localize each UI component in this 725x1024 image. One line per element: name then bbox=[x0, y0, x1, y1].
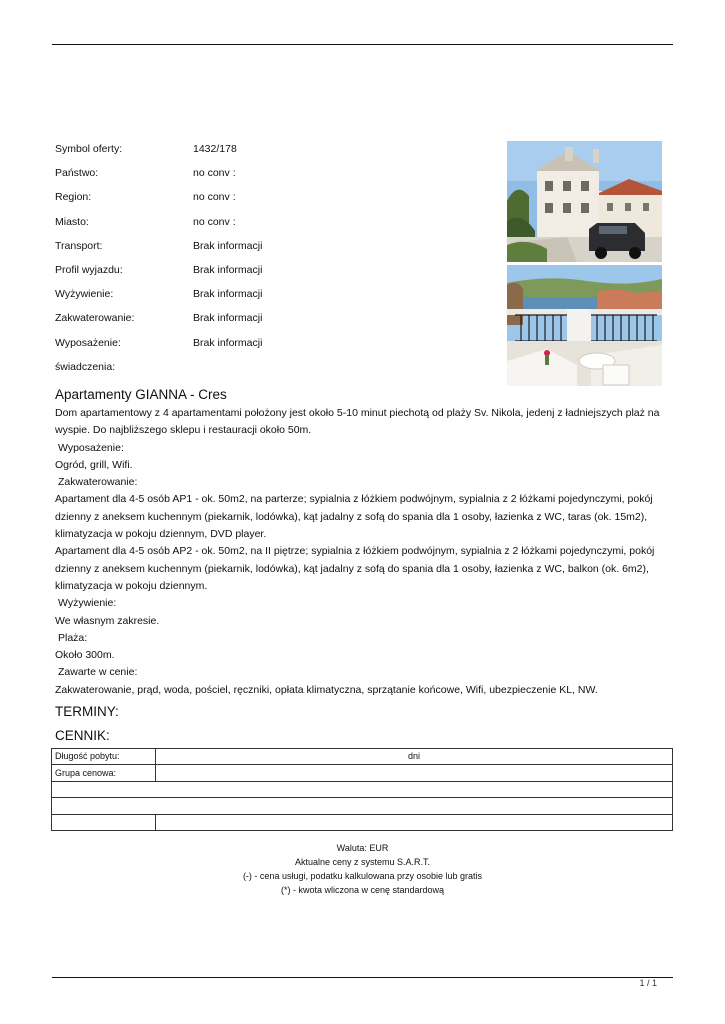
price-table bbox=[51, 748, 673, 831]
duration-label: Długość pobytu: bbox=[52, 749, 156, 765]
offer-value: Brak informacji bbox=[193, 288, 263, 301]
price-group-label: Grupa cenowa: bbox=[52, 765, 156, 781]
offer-value: 1432/178 bbox=[193, 143, 237, 155]
offer-row bbox=[55, 238, 495, 262]
ap2-text: Apartament dla 4-5 osób AP2 - ok. 50m2, na II piętrze; sypialnia z łóżkiem podwójnym, sypialnia z 2 łóżkami pojedynczymi, pokój dzienny z aneksem kuchennym (piekarnik, lodówka), kąt jadalny z sofą do spania dla 1 osoby, łazienka z WC, balkon (ok. 6m2), klimatyzacja w pokoju dziennym. bbox=[55, 545, 655, 592]
prices-source-note: Aktualne ceny z systemu S.A.R.T. bbox=[294, 857, 431, 867]
cennik-heading: CENNIK: bbox=[55, 728, 110, 743]
offer-row bbox=[55, 165, 495, 189]
included-amount-note: (*) - kwota wliczona w cenę standardową bbox=[280, 885, 445, 895]
table-row bbox=[52, 814, 673, 830]
offer-value: Brak informacji bbox=[193, 239, 263, 252]
footer-rule bbox=[52, 977, 673, 978]
included-text: Zakwaterowanie, prąd, woda, pościel, ręczniki, opłata klimatyczna, sprzątanie końcowe, Wifi, ubezpieczenie KL, NW. bbox=[55, 683, 598, 696]
offer-row bbox=[55, 189, 495, 213]
offer-title: Apartamenty GIANNA - Cres bbox=[55, 387, 227, 402]
offer-label: Zakwaterowanie: bbox=[55, 312, 135, 325]
empty-cell bbox=[52, 781, 673, 797]
duration-value: dni bbox=[156, 749, 673, 765]
offer-label: Wyposażenie: bbox=[55, 336, 121, 349]
offer-label: Miasto: bbox=[55, 215, 89, 228]
price-group-value bbox=[156, 765, 673, 781]
included-label: Zawarte w cenie: bbox=[58, 666, 138, 679]
header-rule bbox=[52, 44, 673, 45]
table-row bbox=[52, 781, 673, 797]
empty-cell bbox=[156, 814, 673, 830]
accommodation-label: Zakwaterowanie: bbox=[58, 476, 138, 489]
offer-description bbox=[55, 405, 675, 699]
offer-label: Profil wyjazdu: bbox=[55, 263, 123, 276]
balcony-photo bbox=[507, 265, 662, 386]
offer-label: Wyżywienie: bbox=[55, 288, 114, 301]
offer-row bbox=[55, 286, 495, 310]
offer-value: no conv : bbox=[193, 167, 236, 180]
offer-row bbox=[55, 214, 495, 238]
beach-text: Około 300m. bbox=[55, 649, 115, 662]
offer-row bbox=[55, 310, 495, 334]
offer-label: świadczenia: bbox=[55, 360, 116, 373]
empty-cell bbox=[52, 798, 673, 814]
table-row bbox=[52, 749, 673, 765]
equipment-text: Ogród, grill, Wifi. bbox=[55, 458, 133, 471]
terminy-heading: TERMINY: bbox=[55, 704, 119, 719]
service-price-note: (-) - cena usługi, podatku kalkulowana przy osobie lub gratis bbox=[242, 871, 483, 881]
offer-row bbox=[55, 359, 495, 383]
ap1-text: Apartament dla 4-5 osób AP1 - ok. 50m2, na parterze; sypialnia z łóżkiem podwójnym, sypialnia z 2 łóżkami pojedynczymi, pokój dzienny z aneksem kuchennym (piekarnik, lodówka), kąt jadalny z sofą do spania dla 1 osoby, łazienka z WC, taras (ok. 15m2), klimatyzacja w pokoju dziennym, DVD player. bbox=[55, 493, 653, 541]
intro-text: Dom apartamentowy z 4 apartamentami położony jest około 5-10 minut piechotą od plaży Sv. Nikola, jedenj z ładniejszych plaż na wyspie. Do najbliższego sklepu i restauracji około 50m. bbox=[55, 407, 660, 437]
offer-label: Transport: bbox=[55, 239, 103, 252]
board-label: Wyżywienie: bbox=[58, 597, 117, 610]
beach-label: Plaża: bbox=[58, 631, 88, 644]
currency-note: Waluta: EUR bbox=[336, 843, 389, 853]
offer-value: no conv : bbox=[193, 215, 236, 228]
table-row bbox=[52, 765, 673, 781]
offer-label: Państwo: bbox=[55, 167, 99, 180]
offer-value: Brak informacji bbox=[193, 263, 263, 276]
offer-row bbox=[55, 335, 495, 359]
offer-label: Region: bbox=[55, 191, 92, 204]
offer-value: Brak informacji bbox=[193, 312, 263, 325]
offer-row bbox=[55, 262, 495, 286]
board-text: We własnym zakresie. bbox=[55, 614, 160, 627]
table-row bbox=[52, 798, 673, 814]
house-photo bbox=[507, 141, 662, 262]
page-number: 1 / 1 bbox=[639, 978, 657, 988]
offer-value: Brak informacji bbox=[193, 336, 263, 349]
offer-label: Symbol oferty: bbox=[55, 143, 123, 155]
offer-value: no conv : bbox=[193, 191, 236, 204]
footnotes bbox=[52, 841, 673, 897]
offer-row bbox=[55, 141, 495, 165]
offer-info bbox=[55, 141, 495, 383]
equipment-label: Wyposażenie: bbox=[58, 441, 124, 454]
empty-cell bbox=[52, 814, 156, 830]
